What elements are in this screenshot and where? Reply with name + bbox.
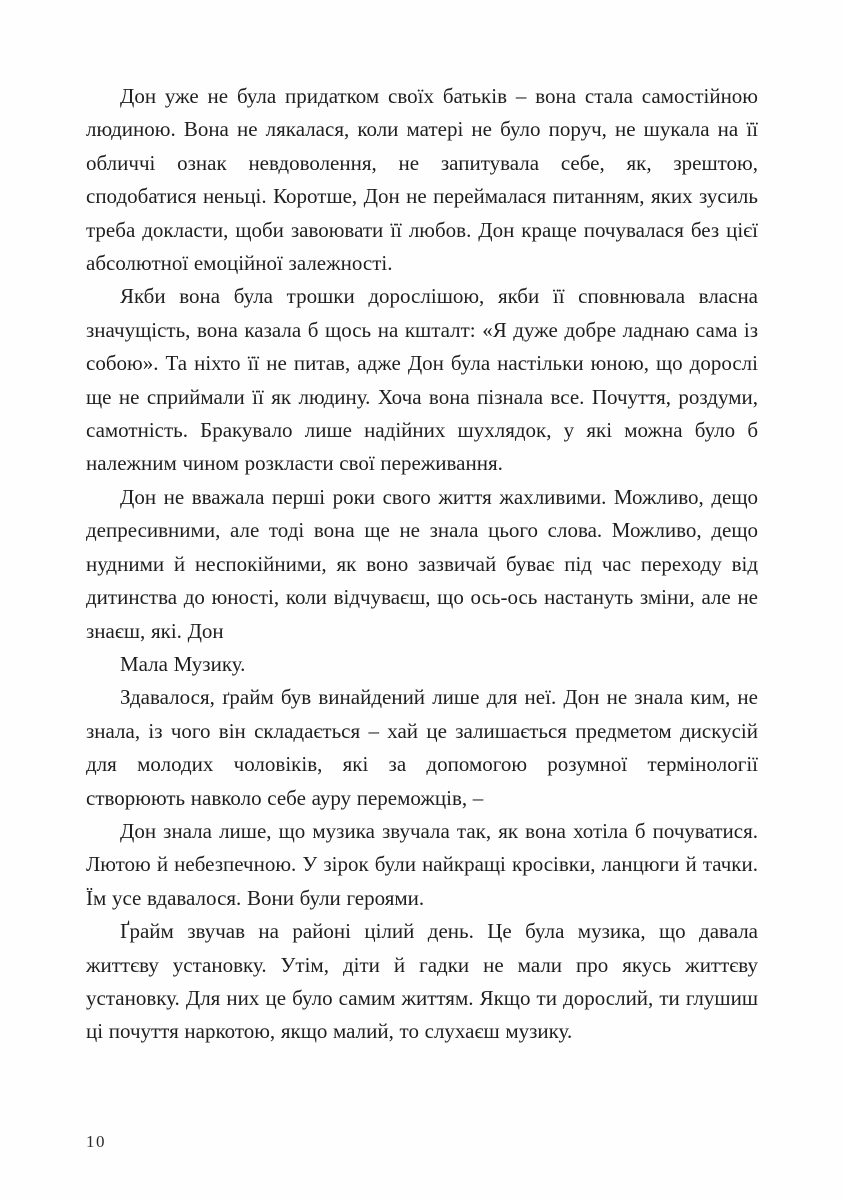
page-footer (86, 1132, 106, 1152)
paragraph: Дон знала лише, що музика звучала так, як вона хотіла б почуватися. Лютою й небезпечною. У зірок були найкращі кросівки, ланцюги й тачки. Їм усе вдавалося. Вони були героями. (86, 818, 758, 910)
paragraph: Мала Музику. (120, 651, 246, 676)
paragraph: Дон не вважала перші роки свого життя жахливими. Можливо, дещо депресивними, але тоді вона ще не знала цього слова. Можливо, дещо нудними й неспокійними, як воно зазвичай буває під час переходу від дитинства до юності, коли відчуваєш, що ось-ось настануть зміни, але не знаєш, які. Дон (86, 484, 758, 643)
page-number: 10 (86, 1132, 106, 1151)
paragraph: Здавалося, ґрайм був винайдений лише для неї. Дон не знала ким, не знала, із чого він складається – хай це залишається предметом дискусій для молодих чоловіків, які за допомогою розумної термінології створюють навколо себе ауру переможців, – (86, 685, 758, 810)
paragraph: Ґрайм звучав на районі цілий день. Це була музика, що давала життєву установку. Утім, діти й гадки не мали про якусь життєву установку. Для них це було самим життям. Якщо ти дорослий, ти глушиш ці почуття наркотою, якщо малий, то слухаєш музику. (86, 919, 758, 1044)
paragraph: Дон уже не була придатком своїх батьків – вона стала самостійною людиною. Вона не лякалася, коли матері не було поруч, не шукала на її обличчі ознак невдоволення, не запитувала себе, як, зрештою, сподобатися неньці. Коротше, Дон не переймалася питанням, яких зусиль треба докласти, щоби завоювати її любов. Дон краще почувалася без цієї абсолютної емоційної залежності. (86, 84, 758, 276)
page-text (86, 80, 758, 1049)
paragraph: Якби вона була трошки дорослішою, якби її сповнювала власна значущість, вона казала б щось на кшталт: «Я дуже добре ладнаю сама із собою». Та ніхто її не питав, адже Дон була настільки юною, що дорослі ще не сприймали її як людину. Хоча вона пізнала все. Почуття, роздуми, самотність. Бракувало лише надійних шухлядок, у які можна було б належним чином розкласти свої переживання. (86, 284, 758, 476)
